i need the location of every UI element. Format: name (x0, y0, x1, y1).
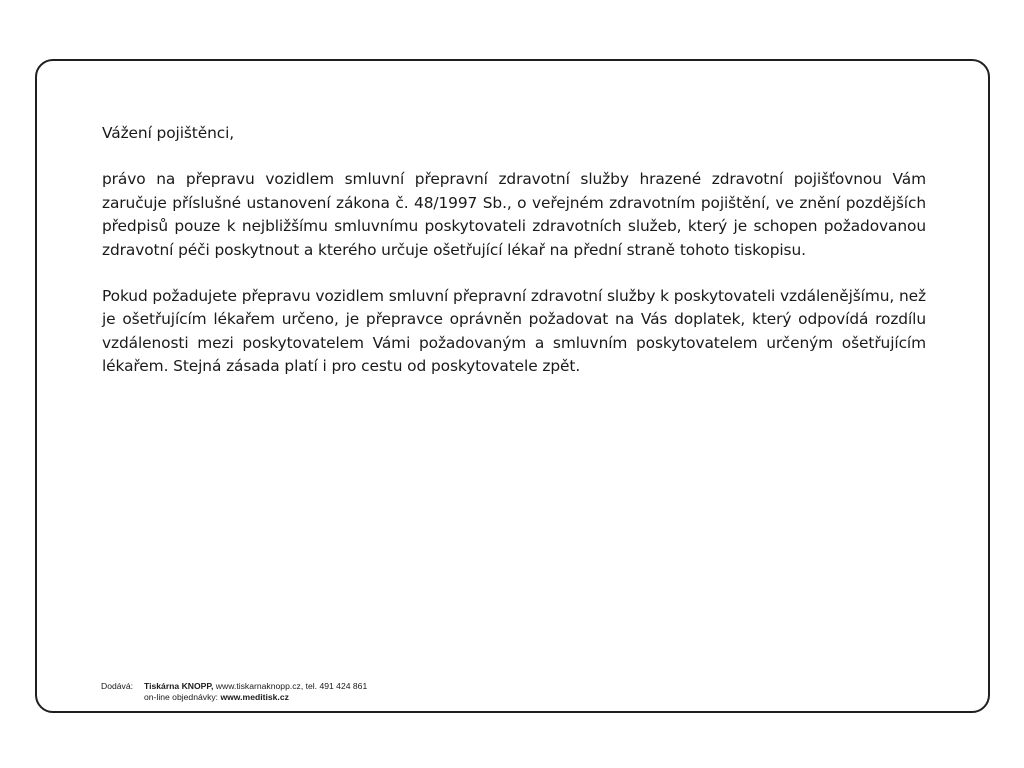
company-contact: www.tiskarnaknopp.cz, tel. 491 424 861 (213, 681, 368, 691)
footer-orders-row (101, 692, 367, 703)
salutation: Vážení pojištěnci, (102, 124, 235, 142)
paragraph-surcharge: Pokud požadujete přepravu vozidlem smluvní přepravní zdravotní služby k poskytovateli vzdálenějšímu, než je ošetřujícím lékařem určeno, je přepravce oprávněn požadovat na Vás doplatek, který odpovídá rozdílu vzdálenosti mezi poskytovatelem Vámi požadovaným a smluvním poskytovatelem určeným ošetřujícím lékařem. Stejná zásada platí i pro cestu od poskytovatele zpět. (102, 287, 926, 376)
footer-supplier-row (101, 681, 367, 692)
supplier-label: Dodává: (101, 681, 134, 691)
footer (101, 681, 367, 703)
letter-body (102, 122, 926, 402)
paragraph-transport-rights: právo na přepravu vozidlem smluvní přepravní zdravotní služby hrazené zdravotní pojišťovnou Vám zaručuje příslušné ustanovení zákona č. 48/1997 Sb., o veřejném zdravotním pojištění, ve znění pozdějších předpisů pouze k nejbližšímu smluvnímu poskytovateli zdravotních služeb, který je schopen požadovanou zdravotní péči poskytnout a kterého určuje ošetřující lékař na přední straně tohoto tiskopisu. (102, 170, 926, 259)
orders-label: on-line objednávky: (144, 692, 221, 702)
orders-url: www.meditisk.cz (220, 692, 289, 702)
company-name: Tiskárna KNOPP, (144, 681, 214, 691)
